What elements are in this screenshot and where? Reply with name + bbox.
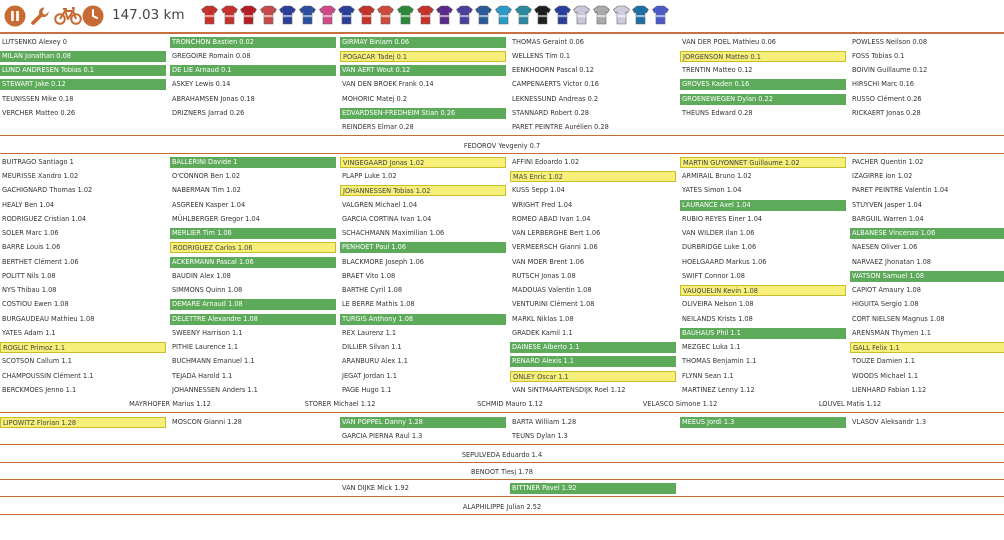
rider-entry[interactable]: GARCIA CORTINA Ivan 1.04 xyxy=(342,214,432,223)
rider-entry[interactable]: LAURANCE Axel 1.04 xyxy=(680,200,846,211)
rider-entry[interactable]: DE LIE Arnaud 0.1 xyxy=(170,65,336,76)
rider-entry[interactable]: POWLESS Neilson 0.08 xyxy=(852,37,928,46)
rider-entry[interactable]: VELASCO Simone 1.12 xyxy=(642,400,718,409)
rider-entry[interactable]: MÜHLBERGER Gregor 1.04 xyxy=(172,214,260,223)
team-jersey-icon[interactable] xyxy=(632,5,649,25)
rider-entry[interactable]: MERLIER Tim 1.06 xyxy=(170,228,336,239)
distance-readout: 147.03 km xyxy=(112,7,185,23)
rider-entry[interactable]: TEUNS Dylan 1.3 xyxy=(512,431,568,440)
rider-entry[interactable]: STANNARD Robert 0.28 xyxy=(512,108,589,117)
rider-entry[interactable]: VLASOV Aleksandr 1.3 xyxy=(852,417,927,426)
team-jersey-icon[interactable] xyxy=(495,5,512,25)
rider-entry[interactable]: NEILANDS Krists 1.08 xyxy=(682,314,753,323)
rider-entry[interactable]: BRAET Vito 1.08 xyxy=(342,271,396,280)
rider-entry[interactable]: HIGUITA Sergio 1.08 xyxy=(852,300,919,309)
rider-entry[interactable]: BUCHMANN Emanuel 1.1 xyxy=(172,357,255,366)
rider-entry[interactable]: VAUQUELIN Kevin 1.08 xyxy=(680,285,846,296)
rider-entry[interactable]: KUSS Sepp 1.04 xyxy=(512,186,565,195)
rider-entry[interactable]: PITHIE Laurence 1.1 xyxy=(172,343,239,352)
rider-entry[interactable]: IZAGIRRE Ion 1.02 xyxy=(852,172,913,181)
rider-entry[interactable]: TOUZE Damien 1.1 xyxy=(852,357,915,366)
rider-entry[interactable]: MAYRHOFER Marius 1.12 xyxy=(129,400,211,409)
team-jersey-icon[interactable] xyxy=(338,5,355,25)
rider-entry[interactable]: DRIZNERS Jarrad 0.26 xyxy=(172,108,245,117)
team-jersey-icon[interactable] xyxy=(475,5,492,25)
rider-entry[interactable]: VAN AERT Wout 0.12 xyxy=(340,65,506,76)
rider-entry[interactable]: THOMAS Geraint 0.06 xyxy=(512,37,584,46)
rider-entry[interactable]: OLIVEIRA Nelson 1.08 xyxy=(682,300,754,309)
rider-entry[interactable]: NAESEN Oliver 1.06 xyxy=(852,243,918,252)
rider-entry[interactable]: VAN WILDER Ilan 1.06 xyxy=(682,229,755,238)
rider-entry[interactable]: JORGENSON Matteo 0.1 xyxy=(680,51,846,62)
team-jersey-icon[interactable] xyxy=(377,5,394,25)
rider-entry[interactable]: BLACKMORE Joseph 1.06 xyxy=(342,257,425,266)
rider-entry[interactable]: BENOOT Tiesj 1.78 xyxy=(471,468,533,477)
rider-entry[interactable]: BAUDIN Alex 1.08 xyxy=(172,271,231,280)
rider-entry[interactable]: STUYVEN Jasper 1.04 xyxy=(852,200,922,209)
rider-entry[interactable]: SWEENY Harrison 1.1 xyxy=(172,328,243,337)
group-divider xyxy=(0,135,1004,136)
rider-entry[interactable]: ALAPHILIPPE Julian 2.52 xyxy=(462,503,542,512)
rider-entry[interactable]: BARTHE Cyril 1.08 xyxy=(342,286,403,295)
rider-entry[interactable]: DILLIER Silvan 1.1 xyxy=(342,343,402,352)
rider-entry[interactable]: ROGLIC Primoz 1.1 xyxy=(0,342,166,353)
rider-entry[interactable]: PACHER Quentin 1.02 xyxy=(852,157,924,166)
rider-entry[interactable]: FOSS Tobias 0.1 xyxy=(852,51,905,60)
rider-entry[interactable]: GROVES Kaden 0.16 xyxy=(680,79,846,90)
rider-entry[interactable]: CORT NIELSEN Magnus 1.08 xyxy=(852,314,945,323)
rider-entry[interactable]: BALLERINI Davide 1 xyxy=(170,157,336,168)
rider-entry[interactable]: SCOTSON Callum 1.1 xyxy=(2,357,72,366)
rider-entry[interactable]: REX Laurenz 1.1 xyxy=(342,328,397,337)
team-jersey-icon[interactable] xyxy=(279,5,296,25)
team-jersey-icon[interactable] xyxy=(456,5,473,25)
rider-entry[interactable]: YATES Simon 1.04 xyxy=(682,186,742,195)
rider-entry[interactable]: MEZGEC Luka 1.1 xyxy=(682,343,741,352)
rider-entry[interactable]: SWIFT Connor 1.08 xyxy=(682,271,745,280)
rider-entry[interactable]: GIRMAY Biniam 0.06 xyxy=(340,37,506,48)
rider-entry[interactable]: COSTIOU Ewen 1.08 xyxy=(2,300,69,309)
rider-entry[interactable]: NARVAEZ Jhonatan 1.08 xyxy=(852,257,932,266)
team-jersey-icon[interactable] xyxy=(554,5,571,25)
rider-entry[interactable]: NYS Thibau 1.08 xyxy=(2,286,57,295)
rider-entry[interactable]: GACHIGNARD Thomas 1.02 xyxy=(2,186,93,195)
rider-entry[interactable]: DAINESE Alberto 1.1 xyxy=(510,342,676,353)
rider-entry[interactable]: LOUVEL Matis 1.12 xyxy=(818,400,882,409)
rider-entry[interactable]: VAN SINTMAARTENSDIJK Roel 1.12 xyxy=(512,385,626,394)
rider-entry[interactable]: BARTA William 1.28 xyxy=(512,417,577,426)
rider-entry[interactable]: WRIGHT Fred 1.04 xyxy=(512,200,573,209)
rider-entry[interactable]: LEKNESSUND Andreas 0.2 xyxy=(512,94,599,103)
rider-entry[interactable]: TRONCHON Bastien 0.02 xyxy=(170,37,336,48)
rider-entry[interactable]: GARCIA PIERNA Raul 1.3 xyxy=(342,431,423,440)
rider-entry[interactable]: MARTINEZ Lenny 1.12 xyxy=(682,385,755,394)
rider-entry[interactable]: SIMMONS Quinn 1.08 xyxy=(172,286,243,295)
rider-entry[interactable]: TURGIS Anthony 1.08 xyxy=(340,314,506,325)
rider-entry[interactable]: TEJADA Harold 1.1 xyxy=(172,371,233,380)
team-jersey-icon[interactable] xyxy=(397,5,414,25)
rider-entry[interactable]: FEDOROV Yevgeniy 0.7 xyxy=(463,141,541,150)
rider-entry[interactable]: VAN DEN BROEK Frank 0.14 xyxy=(342,80,434,89)
group-divider xyxy=(0,153,1004,154)
rider-entry[interactable]: VINGEGAARD Jonas 1.02 xyxy=(340,157,506,168)
rider-entry[interactable]: MADOUAS Valentin 1.08 xyxy=(512,286,592,295)
rider-entry[interactable]: JOHANNESSEN Anders 1.1 xyxy=(172,385,258,394)
rider-entry[interactable]: VAN DIJKE Mick 1.92 xyxy=(342,484,409,493)
team-jersey-icon[interactable] xyxy=(299,5,316,25)
rider-entry[interactable]: GRADEK Kamil 1.1 xyxy=(512,328,573,337)
rider-entry[interactable]: THOMAS Benjamin 1.1 xyxy=(682,357,757,366)
rider-entry[interactable]: ABRAHAMSEN Jonas 0.18 xyxy=(172,94,255,103)
rider-entry[interactable]: STEWART Jake 0.12 xyxy=(0,79,166,90)
divider xyxy=(0,32,1004,34)
team-jersey-icon[interactable] xyxy=(652,5,669,25)
rider-entry[interactable]: RUSSO Clément 0.26 xyxy=(852,94,922,103)
rider-entry[interactable]: SOLER Marc 1.06 xyxy=(2,229,59,238)
rider-entry[interactable]: VERMEERSCH Gianni 1.06 xyxy=(512,243,598,252)
rider-entry[interactable]: JOHANNESSEN Tobias 1.02 xyxy=(340,185,506,196)
team-jersey-icon[interactable] xyxy=(573,5,590,25)
rider-entry[interactable]: BAUHAUS Phil 1.1 xyxy=(680,328,846,339)
rider-entry[interactable]: CHAMPOUSSIN Clément 1.1 xyxy=(2,371,94,380)
rider-entry[interactable]: ROMEO ABAD Ivan 1.04 xyxy=(512,214,591,223)
rider-entry[interactable]: MILAN Jonathan 0.08 xyxy=(0,51,166,62)
rider-entry[interactable]: BARGUIL Warren 1.04 xyxy=(852,214,924,223)
rider-entry[interactable]: THEUNS Edward 0.28 xyxy=(682,108,753,117)
rider-entry[interactable]: DURBRIDGE Luke 1.06 xyxy=(682,243,757,252)
rider-entry[interactable]: MOHORIC Matej 0.2 xyxy=(342,94,408,103)
rider-entry[interactable]: PAGE Hugo 1.1 xyxy=(342,385,392,394)
rider-entry[interactable]: CAMPENAERTS Victor 0.16 xyxy=(512,80,599,89)
rider-entry[interactable]: DELETTRE Alexandre 1.08 xyxy=(170,314,336,325)
rider-entry[interactable]: SCHACHMANN Maximilian 1.06 xyxy=(342,229,445,238)
rider-entry[interactable]: WELLENS Tim 0.1 xyxy=(512,51,571,60)
team-jersey-icon[interactable] xyxy=(593,5,610,25)
rider-entry[interactable]: ALBANESE Vincenzo 1.06 xyxy=(850,228,1004,239)
rider-entry[interactable]: EDVARDSEN-FREDHEIM Stian 0.26 xyxy=(340,108,506,119)
clock-icon[interactable] xyxy=(82,5,104,27)
rider-entry[interactable]: WATSON Samuel 1.08 xyxy=(850,271,1004,282)
rider-entry[interactable]: MOSCON Gianni 1.28 xyxy=(172,417,242,426)
group-divider xyxy=(0,444,1004,445)
rider-entry[interactable]: CAPIOT Amaury 1.08 xyxy=(852,286,921,295)
rider-entry[interactable]: LUND ANDRESEN Tobias 0.1 xyxy=(0,65,166,76)
rider-entry[interactable]: ARANBURU Alex 1.1 xyxy=(342,357,408,366)
rider-entry[interactable]: RICKAERT Jonas 0.28 xyxy=(852,108,921,117)
rider-entry[interactable]: ASGREEN Kasper 1.04 xyxy=(172,200,246,209)
rider-entry[interactable]: HOELGAARD Markus 1.06 xyxy=(682,257,767,266)
rider-entry[interactable]: BOIVIN Guillaume 0.12 xyxy=(852,66,928,74)
rider-entry[interactable]: TEUNISSEN Mike 0.18 xyxy=(2,94,74,103)
rider-entry[interactable]: HIRSCHI Marc 0.16 xyxy=(852,80,914,89)
team-jersey-icon[interactable] xyxy=(613,5,630,25)
rider-entry[interactable]: HEALY Ben 1.04 xyxy=(2,200,55,209)
team-jersey-icon[interactable] xyxy=(515,5,532,25)
rider-entry[interactable]: LE BERRE Mathis 1.08 xyxy=(342,300,415,309)
rider-entry[interactable]: EENKHOORN Pascal 0.12 xyxy=(512,66,594,74)
rider-entry[interactable]: PARET PEINTRE Aurélien 0.28 xyxy=(512,123,609,131)
rider-entry[interactable]: RUBIO REYES Einer 1.04 xyxy=(682,214,763,223)
rider-entry[interactable]: MEEUS Jordi 1.3 xyxy=(680,417,846,428)
team-jersey-icon[interactable] xyxy=(240,5,257,25)
pause-icon[interactable] xyxy=(4,5,26,27)
rider-entry[interactable]: VERCHER Matteo 0.26 xyxy=(2,108,76,117)
rider-entry[interactable]: DEMARE Arnaud 1.08 xyxy=(170,299,336,310)
team-jersey-icon[interactable] xyxy=(436,5,453,25)
rider-entry[interactable]: AFFINI Edoardo 1.02 xyxy=(512,157,580,166)
rider-entry[interactable]: O'CONNOR Ben 1.02 xyxy=(172,172,241,181)
group-divider xyxy=(0,514,1004,515)
rider-entry[interactable]: PENHOET Paul 1.06 xyxy=(340,242,506,253)
rider-entry[interactable]: MAS Enric 1.02 xyxy=(510,171,676,182)
top-toolbar xyxy=(0,0,1004,32)
team-jersey-icon[interactable] xyxy=(221,5,238,25)
rider-entry[interactable]: GALL Felix 1.1 xyxy=(850,342,1004,353)
rider-entry[interactable]: WOODS Michael 1.1 xyxy=(852,371,919,380)
team-jersey-icon[interactable] xyxy=(358,5,375,25)
rider-entry[interactable]: RENARD Alexis 1.1 xyxy=(510,356,676,367)
rider-entry[interactable]: VALGREN Michael 1.04 xyxy=(342,200,418,209)
rider-entry[interactable]: LUTSENKO Alexey 0 xyxy=(2,37,67,46)
rider-entry[interactable]: LIPOWITZ Florian 1.28 xyxy=(0,417,166,428)
rider-entry[interactable]: MARKL Niklas 1.08 xyxy=(512,314,574,323)
rider-entry[interactable]: ACKERMANN Pascal 1.06 xyxy=(170,257,336,268)
rider-entry[interactable]: BERCKMOES Jenno 1.1 xyxy=(2,385,77,394)
group-divider xyxy=(0,479,1004,480)
rider-entry[interactable]: POLITT Nils 1.08 xyxy=(2,271,56,280)
rider-entry[interactable]: STORER Michael 1.12 xyxy=(304,400,376,409)
rider-entry[interactable]: PARET PEINTRE Valentin 1.04 xyxy=(852,186,949,195)
rider-entry[interactable]: SEPULVEDA Eduardo 1.4 xyxy=(461,450,543,459)
rider-entry[interactable]: RODRIGUEZ Carlos 1.06 xyxy=(170,242,336,253)
team-jersey-icon[interactable] xyxy=(201,5,218,25)
rider-entry[interactable]: ARENSMAN Thymen 1.1 xyxy=(852,328,931,337)
rider-entry[interactable]: ARMIRAIL Bruno 1.02 xyxy=(682,172,752,181)
rider-entry[interactable]: MEURISSE Xandro 1.02 xyxy=(2,172,79,181)
rider-entry[interactable]: VAN POPPEL Danny 1.28 xyxy=(340,417,506,428)
rider-entry[interactable]: TRENTIN Matteo 0.12 xyxy=(682,66,753,74)
rider-entry[interactable]: ASKEY Lewis 0.14 xyxy=(172,80,231,89)
rider-entry[interactable]: YATES Adam 1.1 xyxy=(2,328,56,337)
team-jersey-icon[interactable] xyxy=(319,5,336,25)
rider-entry[interactable]: BURGAUDEAU Mathieu 1.08 xyxy=(2,314,95,323)
bicycle-icon[interactable] xyxy=(54,5,82,27)
rider-entry[interactable]: VAN LERBERGHE Bert 1.06 xyxy=(512,229,601,238)
rider-entry[interactable]: GREGOIRE Romain 0.08 xyxy=(172,51,251,60)
team-jersey-icon[interactable] xyxy=(417,5,434,25)
rider-entry[interactable]: RUTSCH Jonas 1.08 xyxy=(512,271,576,280)
group-divider xyxy=(0,462,1004,463)
rider-entry[interactable]: FLYNN Sean 1.1 xyxy=(682,371,734,380)
rider-entry[interactable]: BARRE Louis 1.06 xyxy=(2,243,61,252)
rider-entry[interactable]: MARTIN GUYONNET Guillaume 1.02 xyxy=(680,157,846,168)
rider-entry[interactable]: VENTURINI Clément 1.08 xyxy=(512,300,595,309)
rider-entry[interactable]: RODRIGUEZ Cristian 1.04 xyxy=(2,214,87,223)
rider-entry[interactable]: BUITRAGO Santiago 1 xyxy=(2,157,74,166)
rider-entry[interactable]: PLAPP Luke 1.02 xyxy=(342,172,397,181)
rider-entry[interactable]: BERTHET Clément 1.06 xyxy=(2,257,79,266)
wrench-icon[interactable] xyxy=(29,5,51,27)
rider-entry[interactable]: VAN DER POEL Mathieu 0.06 xyxy=(682,37,776,46)
rider-entry[interactable]: GROENEWEGEN Dylan 0.22 xyxy=(680,94,846,105)
rider-entry[interactable]: SCHMID Mauro 1.12 xyxy=(477,400,543,409)
rider-entry[interactable]: VAN MOER Brent 1.06 xyxy=(512,257,585,266)
rider-entry[interactable]: REINDERS Elmar 0.28 xyxy=(342,123,414,131)
rider-entry[interactable]: LIENHARD Fabian 1.12 xyxy=(852,385,927,394)
group-divider xyxy=(0,496,1004,497)
rider-entry[interactable]: POGACAR Tadej 0.1 xyxy=(340,51,506,62)
team-jersey-icon[interactable] xyxy=(260,5,277,25)
rider-entry[interactable]: BITTNER Pavel 1.92 xyxy=(510,483,676,494)
team-jersey-icon[interactable] xyxy=(534,5,551,25)
rider-entry[interactable]: ONLEY Oscar 1.1 xyxy=(510,371,676,382)
rider-entry[interactable]: NABERMAN Tim 1.02 xyxy=(172,186,241,195)
rider-entry[interactable]: JEGAT Jordan 1.1 xyxy=(342,371,397,380)
group-divider xyxy=(0,412,1004,413)
